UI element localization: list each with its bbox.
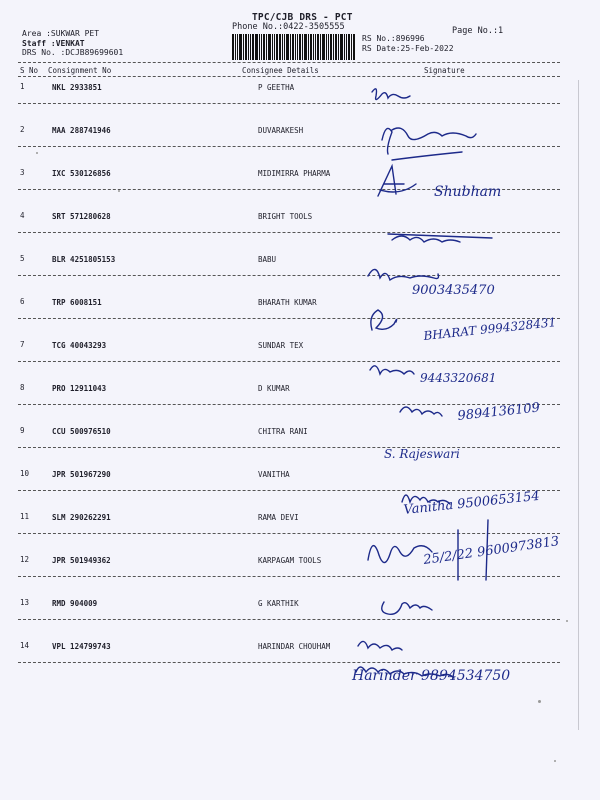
serial-number: 3 — [20, 168, 25, 177]
consignee-name: VANITHA — [258, 470, 290, 479]
consignment-number: NKL 2933851 — [52, 83, 102, 92]
column-header-signature: Signature — [424, 66, 465, 75]
column-header-consignee: Consignee Details — [242, 66, 319, 75]
serial-number: 6 — [20, 297, 25, 306]
row-divider — [18, 361, 560, 362]
consignee-name: MIDIMIRRA PHARMA — [258, 169, 331, 178]
row-divider — [18, 103, 560, 104]
page-number: Page No.:1 — [452, 26, 504, 36]
scan-speck — [118, 190, 120, 192]
column-header-consignment: Consignment No — [48, 66, 112, 75]
header-bottom-rule — [18, 76, 560, 77]
signature-text-5: 9003435470 — [412, 283, 495, 298]
rs-info — [362, 34, 454, 53]
rs-date: RS Date:25-Feb-2022 — [362, 43, 454, 53]
table-row — [0, 512, 600, 555]
row-divider — [18, 490, 560, 491]
row-divider — [18, 404, 560, 405]
table-row — [0, 469, 600, 512]
sheet-title: TPC/CJB DRS - PCT — [252, 12, 353, 23]
row-divider — [18, 189, 560, 190]
table-row — [0, 168, 600, 211]
consignment-number: IXC 530126856 — [52, 169, 111, 178]
scan-edge-line — [578, 80, 579, 730]
consignee-name: BRIGHT TOOLS — [258, 212, 313, 221]
consignment-number: TCG 40043293 — [52, 341, 107, 350]
row-divider — [18, 146, 560, 147]
column-header-sno: S No — [20, 66, 39, 75]
signature-text-14: Harinder 9894534750 — [352, 668, 511, 684]
serial-number: 2 — [20, 125, 25, 134]
consignee-name: D KUMAR — [258, 384, 290, 393]
scan-speck — [36, 152, 38, 154]
row-divider — [18, 619, 560, 620]
consignee-name: BABU — [258, 255, 277, 264]
header-top-rule — [18, 62, 560, 63]
row-divider — [18, 232, 560, 233]
barcode — [232, 34, 356, 60]
serial-number: 10 — [20, 469, 30, 478]
consignment-number: JPR 501967290 — [52, 470, 111, 479]
row-divider — [18, 318, 560, 319]
consignment-number: RMD 904009 — [52, 599, 98, 608]
table-row — [0, 555, 600, 598]
serial-number: 11 — [20, 512, 30, 521]
area-label: Area :SUKWAR PET — [22, 29, 100, 38]
signature-text-10: Vanitha 9500653154 — [402, 488, 541, 518]
table-row — [0, 340, 600, 383]
consignment-number: VPL 124799743 — [52, 642, 111, 651]
table-row — [0, 82, 600, 125]
table-row — [0, 125, 600, 168]
signature-text-9: S. Rajeswari — [384, 447, 460, 461]
consignment-number: SRT 571280628 — [52, 212, 111, 221]
serial-number: 8 — [20, 383, 25, 392]
row-divider — [18, 533, 560, 534]
signature-text-3: Shubham — [434, 184, 502, 200]
serial-number: 4 — [20, 211, 25, 220]
row-divider — [18, 576, 560, 577]
row-divider — [18, 447, 560, 448]
table-row — [0, 383, 600, 426]
serial-number: 9 — [20, 426, 25, 435]
consignment-number: JPR 501949362 — [52, 556, 111, 565]
consignee-name: RAMA DEVI — [258, 513, 299, 522]
signature-text-8: 9894136109 — [456, 400, 541, 424]
phone-number: Phone No.:0422-3505555 — [232, 22, 345, 32]
consignee-name: P GEETHA — [258, 83, 295, 92]
consignment-number: TRP 6008151 — [52, 298, 102, 307]
drs-number: DRS No. :DCJB89699601 — [22, 48, 124, 57]
consignee-name: KARPAGAM TOOLS — [258, 556, 322, 565]
serial-number: 7 — [20, 340, 25, 349]
rs-number: RS No.:896996 — [362, 34, 425, 43]
signature-text-11: 25/2/22 9600973813 — [422, 534, 561, 568]
table-row — [0, 598, 600, 641]
consignee-name: DUVARAKESH — [258, 126, 304, 135]
consignee-name: SUNDAR TEX — [258, 341, 304, 350]
consignee-name: BHARATH KUMAR — [258, 298, 317, 307]
serial-number: 5 — [20, 254, 25, 263]
table-row — [0, 641, 600, 684]
serial-number: 12 — [20, 555, 30, 564]
consignment-number: BLR 4251805153 — [52, 255, 116, 264]
consignment-number: MAA 288741946 — [52, 126, 111, 135]
consignment-number: SLM 290262291 — [52, 513, 111, 522]
staff-label: Staff :VENKAT — [22, 38, 85, 48]
serial-number: 14 — [20, 641, 30, 650]
consignment-number: PRO 12911043 — [52, 384, 107, 393]
serial-number: 1 — [20, 82, 25, 91]
table-row — [0, 211, 600, 254]
scan-speck — [538, 700, 541, 703]
table-row — [0, 254, 600, 297]
table-row — [0, 426, 600, 469]
signature-text-6: BHARAT 9994328431 — [422, 315, 557, 343]
area-info — [22, 29, 123, 58]
consignee-name: HARINDAR CHOUHAM — [258, 642, 331, 651]
scan-speck — [566, 620, 568, 622]
row-divider — [18, 275, 560, 276]
signature-text-7: 9443320681 — [420, 371, 497, 385]
consignment-number: CCU 500976510 — [52, 427, 111, 436]
table-row — [0, 297, 600, 340]
serial-number: 13 — [20, 598, 30, 607]
scan-speck — [554, 760, 556, 762]
consignee-name: CHITRA RANI — [258, 427, 308, 436]
row-divider — [18, 662, 560, 663]
consignee-name: G KARTHIK — [258, 599, 299, 608]
